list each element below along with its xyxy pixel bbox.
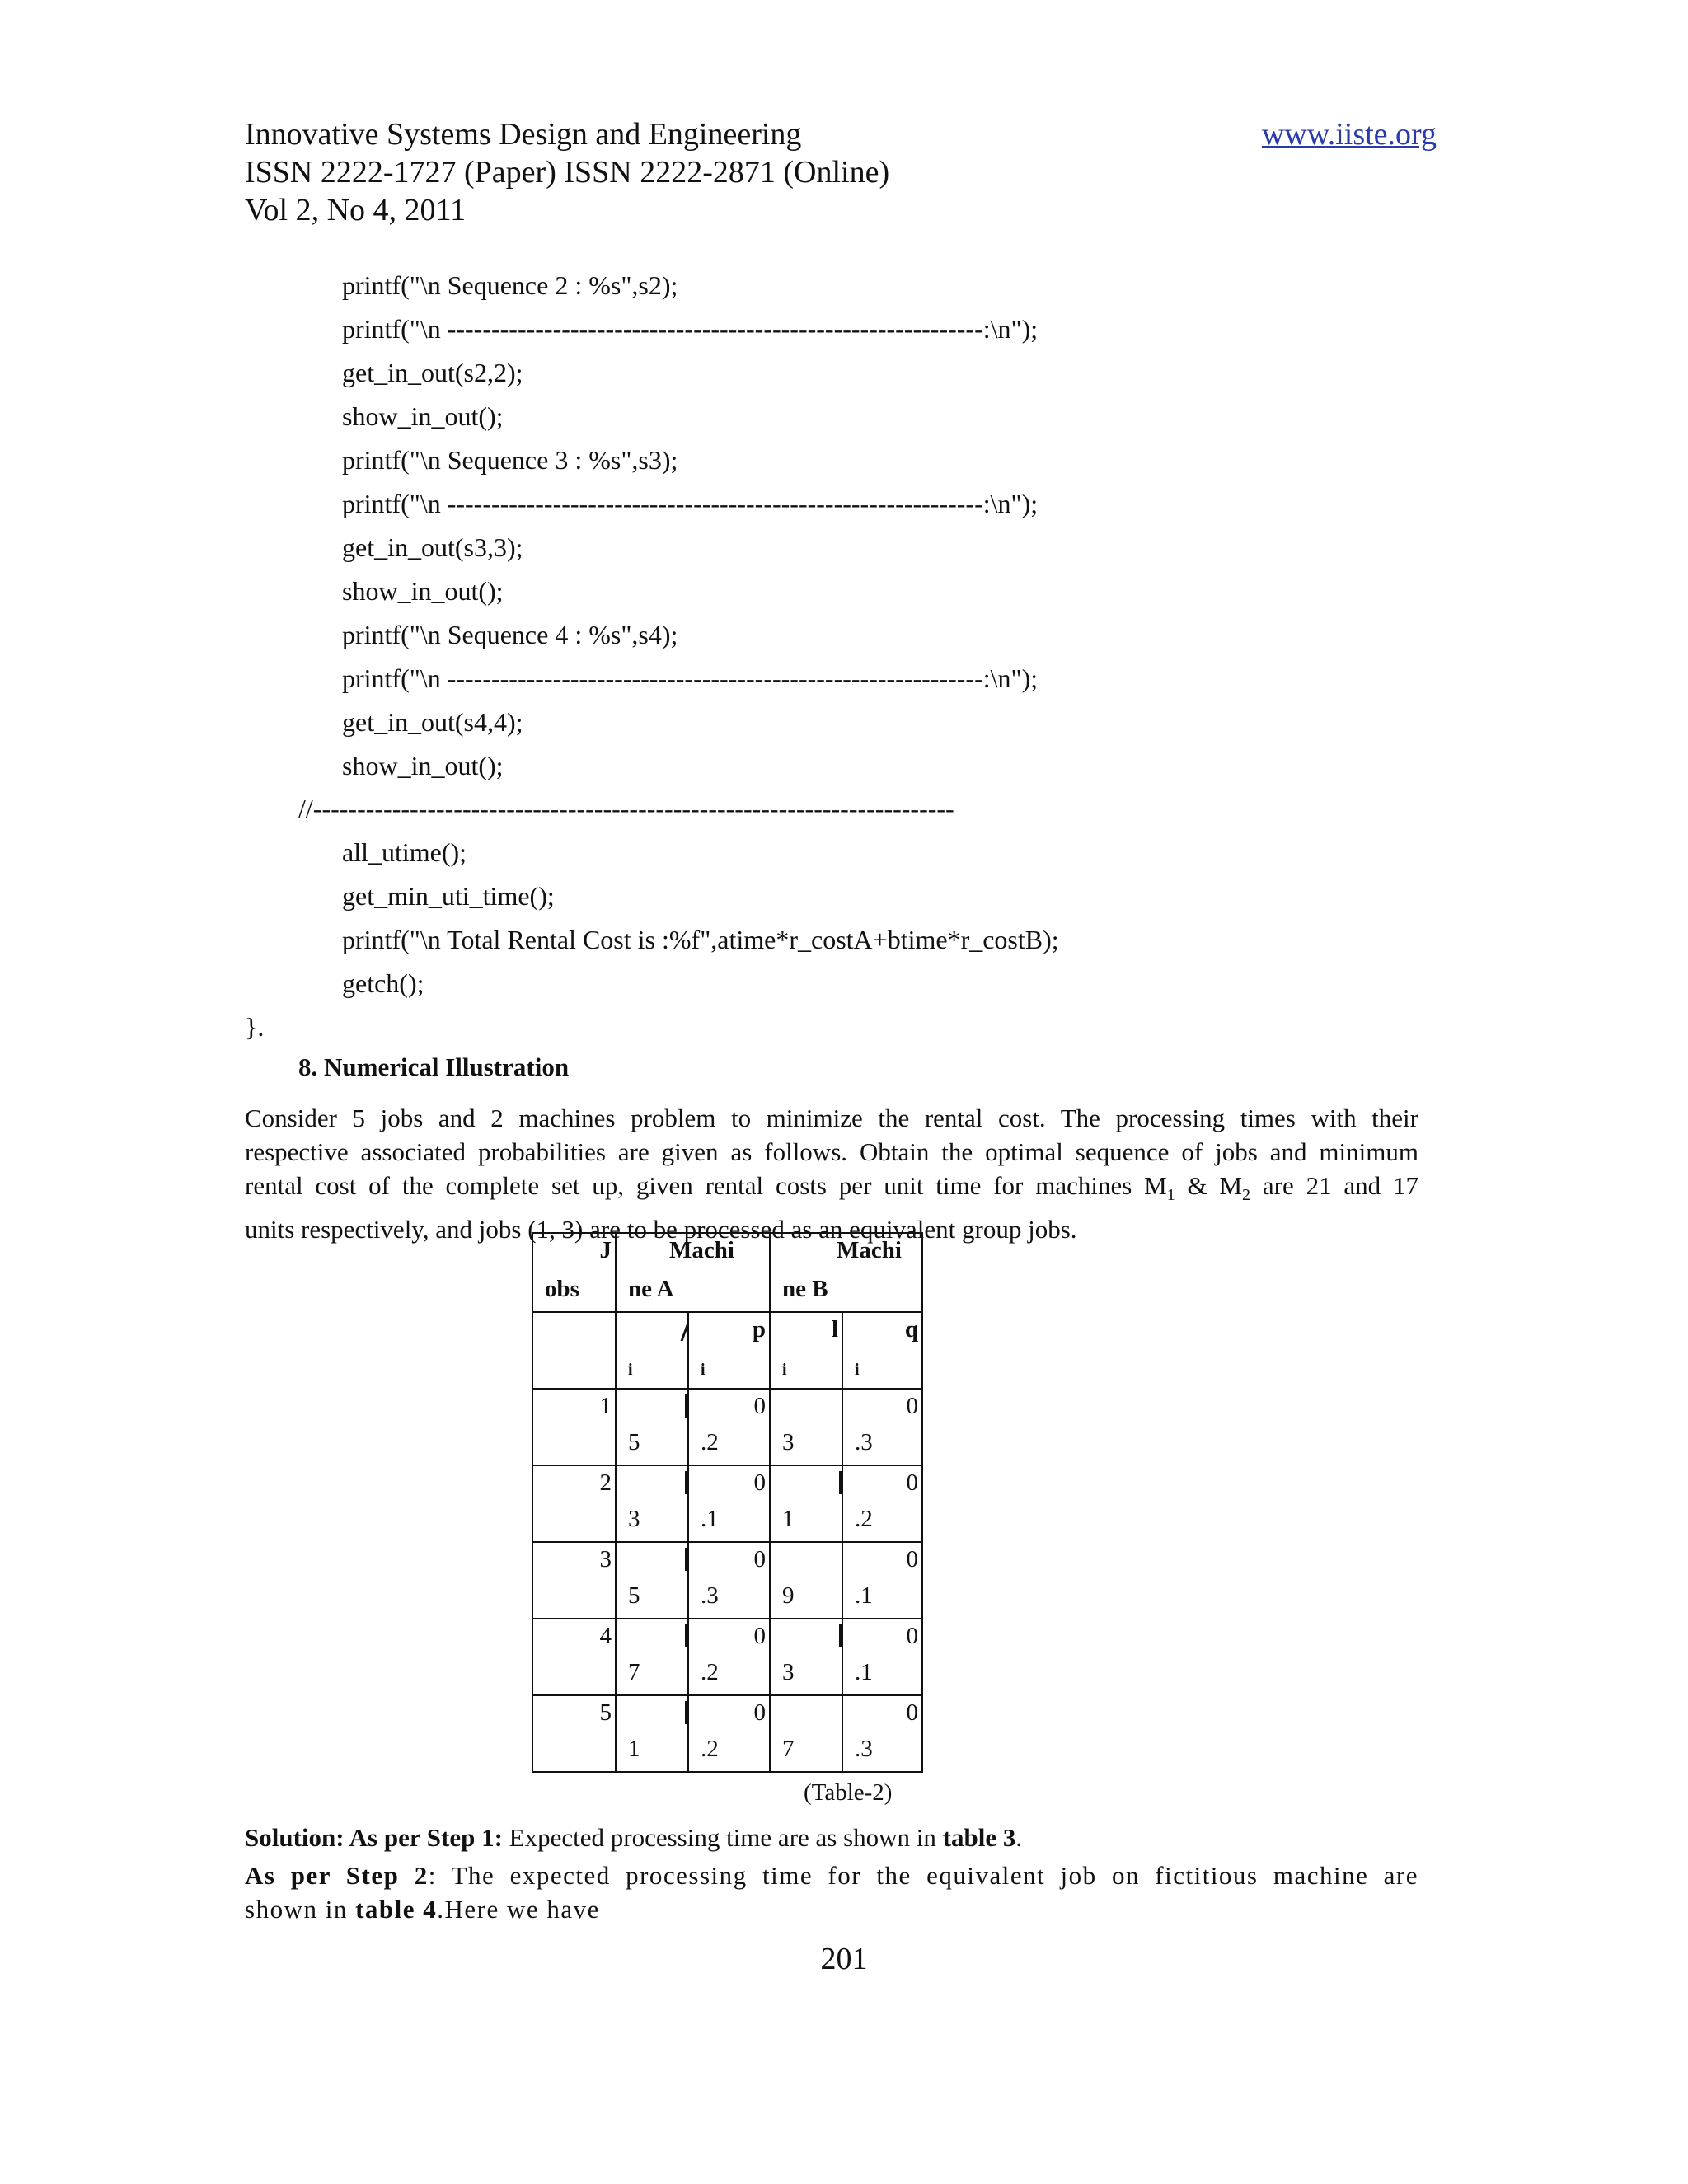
journal-url-link[interactable]: www.iiste.org	[1261, 117, 1437, 152]
cell-text: 5	[599, 1699, 612, 1726]
cell-q	[842, 1465, 922, 1542]
solution-text: Expected processing time are as shown in	[502, 1823, 943, 1852]
table-row	[532, 1619, 922, 1695]
cell-text: .1	[855, 1659, 873, 1685]
cell-q	[842, 1542, 922, 1619]
subheader-text: i	[628, 1361, 633, 1379]
subheader-text: i	[782, 1361, 787, 1379]
subheader-text: l	[831, 1316, 838, 1343]
cell-job	[532, 1465, 616, 1542]
step2-table-ref: table 4	[355, 1895, 438, 1924]
subheader-text: q	[904, 1316, 918, 1343]
cell-text: .3	[701, 1582, 719, 1609]
cell-p	[688, 1465, 770, 1542]
subheader-empty	[532, 1312, 616, 1389]
cell-a	[616, 1389, 688, 1465]
paragraph-line: respective associated probabilities are given as follows. Obtain the optimal sequence of jobs and minimum	[245, 1137, 1418, 1166]
page-number: 201	[820, 1942, 868, 1976]
code-block	[342, 264, 1038, 788]
header-jobs	[532, 1233, 616, 1312]
clipped-glyph	[685, 1701, 687, 1724]
code-line: get_in_out(s4,4);	[342, 707, 523, 737]
cell-q	[842, 1619, 922, 1695]
solution-line	[245, 1817, 1022, 1858]
solution-label: Solution: As per Step 1:	[245, 1823, 503, 1852]
cell-text: 3	[782, 1659, 795, 1685]
cell-p	[688, 1695, 770, 1772]
header-text: J	[599, 1237, 612, 1263]
code-line: get_min_uti_time();	[342, 881, 555, 911]
paragraph-text: rental cost of the complete set up, given rental costs per unit time for machines M	[245, 1171, 1167, 1200]
cell-b	[770, 1542, 842, 1619]
cell-p	[688, 1542, 770, 1619]
m1-subscript: 1	[1166, 1186, 1175, 1205]
cell-a	[616, 1695, 688, 1772]
problem-paragraph	[245, 1101, 1418, 1246]
section-heading: 8. Numerical Illustration	[298, 1052, 570, 1081]
clipped-glyph	[839, 1624, 842, 1647]
cell-q	[842, 1695, 922, 1772]
code-line: printf("\n -------------------------------------------------------------:\n");	[342, 314, 1039, 344]
paragraph-text: are 21 and 17	[1250, 1171, 1418, 1200]
code-line: printf("\n Sequence 3 : %s",s3);	[342, 445, 678, 475]
cell-text: 0	[753, 1393, 766, 1419]
cell-text: 3	[599, 1546, 612, 1572]
step2-text: : The expected processing time for the equivalent job on fictitious machine are	[428, 1861, 1418, 1890]
code-line: printf("\n Sequence 4 : %s",s4);	[342, 620, 678, 649]
cell-text: 2	[599, 1469, 612, 1496]
subheader-text: i	[855, 1361, 860, 1379]
subheader-p	[688, 1312, 770, 1389]
code-line: printf("\n Sequence 2 : %s",s2);	[342, 270, 678, 300]
clipped-glyph	[685, 1394, 687, 1418]
cell-text: 0	[753, 1469, 766, 1496]
cell-job	[532, 1619, 616, 1695]
cell-text: .1	[855, 1582, 873, 1609]
table-row	[532, 1465, 922, 1542]
table-subheader-row	[532, 1312, 922, 1389]
cell-b	[770, 1695, 842, 1772]
paragraph-text: & M	[1175, 1171, 1243, 1200]
cell-text: .1	[701, 1506, 719, 1532]
cell-text: .2	[855, 1506, 873, 1532]
cell-text: 0	[753, 1623, 766, 1649]
cell-text: 1	[628, 1736, 640, 1762]
cell-text: 9	[782, 1582, 795, 1609]
clipped-glyph	[685, 1548, 687, 1571]
header-text: Machi	[669, 1237, 734, 1263]
paragraph-line	[245, 1892, 1418, 1926]
clipped-glyph	[839, 1471, 842, 1494]
header-text: ne A	[628, 1276, 674, 1302]
cell-job	[532, 1695, 616, 1772]
cell-text: .2	[701, 1736, 719, 1762]
journal-title: Innovative Systems Design and Engineering	[245, 117, 802, 152]
issn-line: ISSN 2222-1727 (Paper) ISSN 2222-2871 (Online)	[245, 155, 890, 190]
cell-text: 0	[906, 1699, 918, 1726]
paragraph-line	[245, 1858, 1418, 1892]
cell-b	[770, 1619, 842, 1695]
code-line: get_in_out(s2,2);	[342, 358, 523, 387]
cell-text: .3	[855, 1736, 873, 1762]
table-row	[532, 1542, 922, 1619]
cell-text: 0	[753, 1699, 766, 1726]
cell-p	[688, 1389, 770, 1465]
code-line: show_in_out();	[342, 751, 504, 780]
cell-text: 0	[753, 1546, 766, 1572]
code-line: get_in_out(s3,3);	[342, 532, 523, 562]
header-text: ne B	[782, 1276, 828, 1302]
cell-job	[532, 1542, 616, 1619]
header-text: Machi	[837, 1237, 902, 1263]
processing-times-table	[532, 1232, 923, 1773]
cell-text: 4	[599, 1623, 612, 1649]
m2-subscript: 2	[1242, 1186, 1251, 1205]
step2-paragraph	[245, 1858, 1418, 1926]
cell-b	[770, 1389, 842, 1465]
step2-label: As per Step 2	[245, 1861, 429, 1890]
clipped-glyph	[685, 1471, 687, 1494]
step2-text: shown in	[245, 1895, 356, 1924]
cell-text: .3	[855, 1429, 873, 1455]
code-line: printf("\n -------------------------------------------------------------:\n");	[342, 489, 1039, 518]
step2-text: .Here we have	[437, 1895, 600, 1924]
table-row	[532, 1389, 922, 1465]
cell-text: 0	[906, 1393, 918, 1419]
header-machine-a	[616, 1233, 770, 1312]
code-line: printf("\n -------------------------------------------------------------:\n");	[342, 663, 1039, 693]
cell-text: 7	[628, 1659, 640, 1685]
cell-job	[532, 1389, 616, 1465]
paragraph-line: units respectively, and jobs (1, 3) are to be processed as an equivalent group jobs.	[245, 1215, 1077, 1244]
table-row	[532, 1695, 922, 1772]
subheader-a	[616, 1312, 688, 1389]
solution-end: .	[1015, 1823, 1023, 1852]
cell-text: 5	[628, 1582, 640, 1609]
cell-text: 3	[782, 1429, 795, 1455]
subheader-q	[842, 1312, 922, 1389]
paragraph-line	[245, 1169, 1418, 1212]
subheader-text: i	[701, 1361, 706, 1379]
code-line: printf("\n Total Rental Cost is :%f",atime*r_costA+btime*r_costB);	[342, 925, 1059, 954]
solution-table-ref: table 3	[942, 1823, 1016, 1852]
cell-text: 0	[906, 1546, 918, 1572]
subheader-text: p	[752, 1316, 766, 1343]
cell-text: .2	[701, 1659, 719, 1685]
table-header-row	[532, 1233, 922, 1312]
code-line: all_utime();	[342, 837, 467, 867]
volume-line: Vol 2, No 4, 2011	[245, 193, 467, 227]
code-line: show_in_out();	[342, 576, 504, 606]
cell-text: .2	[701, 1429, 719, 1455]
cell-text: 3	[628, 1506, 640, 1532]
clipped-glyph	[685, 1624, 687, 1647]
code-line: getch();	[342, 968, 424, 998]
cell-q	[842, 1389, 922, 1465]
cell-a	[616, 1465, 688, 1542]
cell-text: 1	[782, 1506, 795, 1532]
header-machine-b	[770, 1233, 922, 1312]
cell-a	[616, 1542, 688, 1619]
subheader-b	[770, 1312, 842, 1389]
clipped-glyph	[681, 1316, 688, 1341]
cell-a	[616, 1619, 688, 1695]
paragraph-line: Consider 5 jobs and 2 machines problem to minimize the rental cost. The processing times with their	[245, 1104, 1418, 1132]
code-block-2	[342, 831, 1059, 1005]
cell-text: 1	[599, 1393, 612, 1419]
cell-text: 5	[628, 1429, 640, 1455]
cell-p	[688, 1619, 770, 1695]
table-caption: (Table-2)	[804, 1779, 893, 1806]
header-text: obs	[545, 1276, 579, 1302]
cell-text: 0	[906, 1623, 918, 1649]
code-comment-line: //-------------------------------------------------------------------------	[298, 794, 954, 823]
code-closing-brace: }.	[245, 1012, 265, 1042]
code-line: show_in_out();	[342, 401, 504, 431]
cell-text: 7	[782, 1736, 795, 1762]
cell-text: 0	[906, 1469, 918, 1496]
cell-b	[770, 1465, 842, 1542]
